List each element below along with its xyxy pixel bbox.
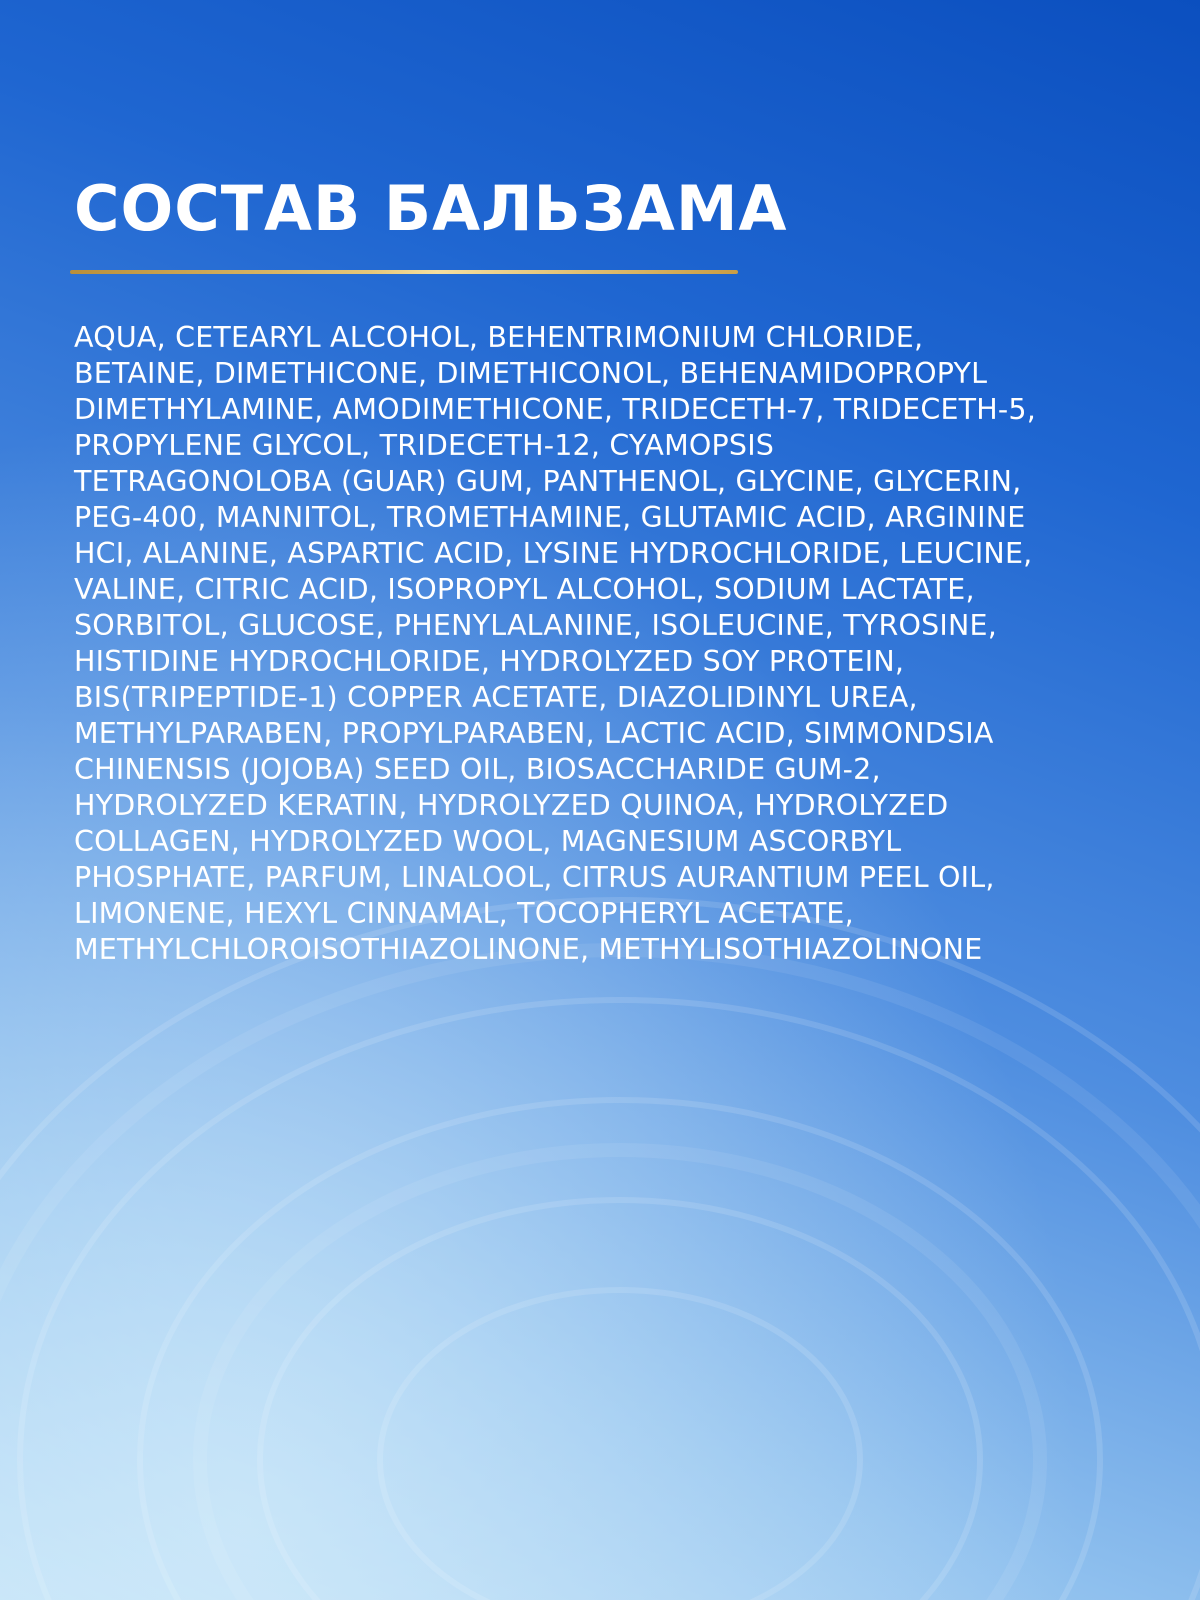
ingredient-line: COLLAGEN, HYDROLYZED WOOL, MAGNESIUM ASCORBYL bbox=[74, 825, 902, 858]
ingredient-line: VALINE, CITRIC ACID, ISOPROPYL ALCOHOL, SODIUM LACTATE, bbox=[74, 573, 975, 606]
ingredient-line: SORBITOL, GLUCOSE, PHENYLALANINE, ISOLEUCINE, TYROSINE, bbox=[74, 609, 998, 642]
ingredients-list bbox=[74, 320, 1134, 968]
page-title: СОСТАВ БАЛЬЗАМА bbox=[74, 172, 788, 245]
ingredient-line: HCI, ALANINE, ASPARTIC ACID, LYSINE HYDROCHLORIDE, LEUCINE, bbox=[74, 537, 1033, 570]
ingredient-line: DIMETHYLAMINE, AMODIMETHICONE, TRIDECETH-7, TRIDECETH-5, bbox=[74, 393, 1036, 426]
ingredient-line: METHYLCHLOROISOTHIAZOLINONE, METHYLISOTHIAZOLINONE bbox=[74, 933, 983, 966]
ingredient-line: HISTIDINE HYDROCHLORIDE, HYDROLYZED SOY PROTEIN, bbox=[74, 645, 905, 678]
ingredient-line: PEG-400, MANNITOL, TROMETHAMINE, GLUTAMIC ACID, ARGININE bbox=[74, 501, 1026, 534]
ingredient-line: PHOSPHATE, PARFUM, LINALOOL, CITRUS AURANTIUM PEEL OIL, bbox=[74, 861, 995, 894]
ingredients-panel bbox=[74, 168, 1134, 968]
ingredient-line: HYDROLYZED KERATIN, HYDROLYZED QUINOA, HYDROLYZED bbox=[74, 789, 949, 822]
ingredient-line: TETRAGONOLOBA (GUAR) GUM, PANTHENOL, GLYCINE, GLYCERIN, bbox=[74, 465, 1022, 498]
ingredient-line: AQUA, CETEARYL ALCOHOL, BEHENTRIMONIUM CHLORIDE, bbox=[74, 321, 924, 354]
ingredient-line: PROPYLENE GLYCOL, TRIDECETH-12, CYAMOPSIS bbox=[74, 429, 775, 462]
ingredient-line: CHINENSIS (JOJOBA) SEED OIL, BIOSACCHARIDE GUM-2, bbox=[74, 753, 881, 786]
ingredient-line: BETAINE, DIMETHICONE, DIMETHICONOL, BEHENAMIDOPROPYL bbox=[74, 357, 988, 390]
ingredient-line: BIS(TRIPEPTIDE-1) COPPER ACETATE, DIAZOLIDINYL UREA, bbox=[74, 681, 918, 714]
ingredient-line: METHYLPARABEN, PROPYLPARABEN, LACTIC ACID, SIMMONDSIA bbox=[74, 717, 994, 750]
gold-divider bbox=[70, 270, 738, 274]
ingredient-line: LIMONENE, HEXYL CINNAMAL, TOCOPHERYL ACETATE, bbox=[74, 897, 854, 930]
